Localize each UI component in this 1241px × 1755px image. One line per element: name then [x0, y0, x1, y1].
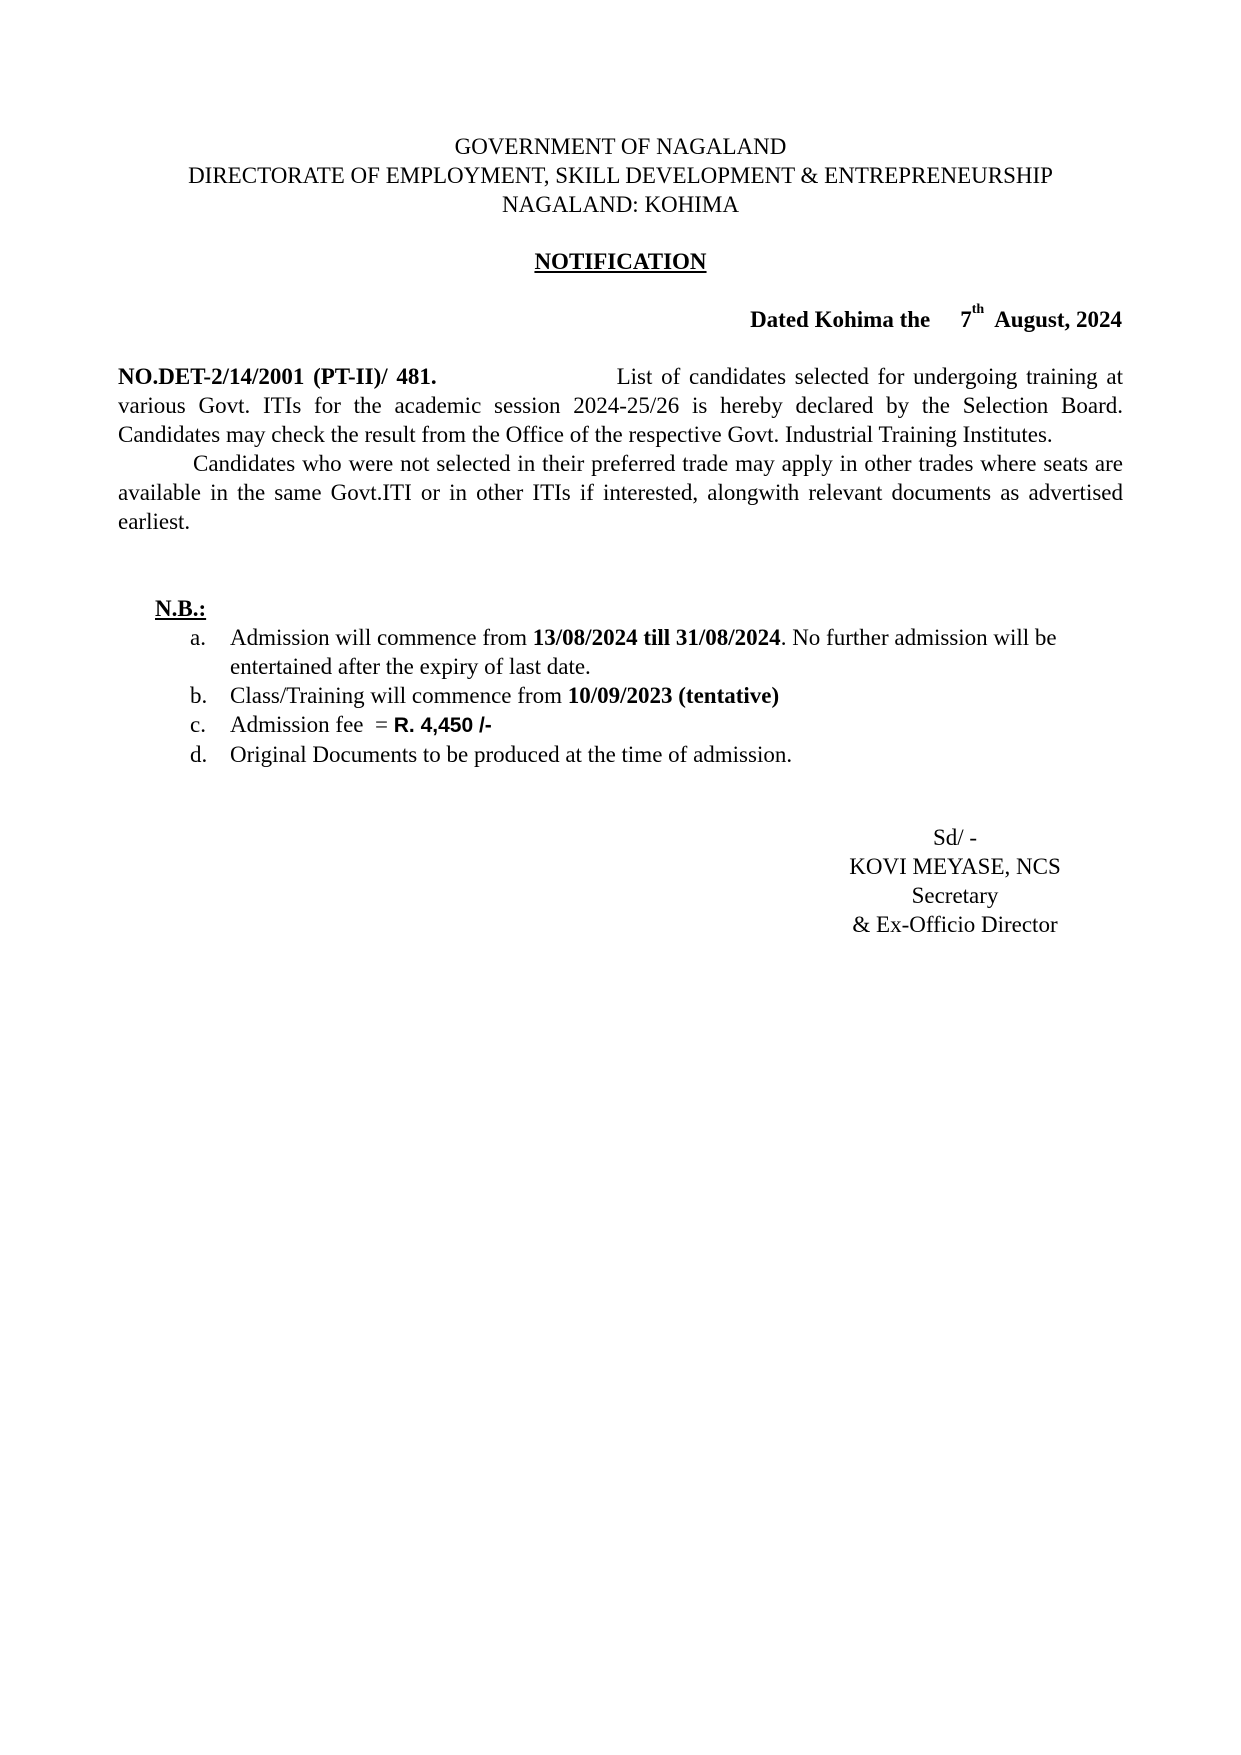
document-title: [0, 247, 1241, 276]
nb-item-pre: Original Documents to be produced at the time of admission.: [230, 742, 793, 767]
nb-item-letter: d.: [190, 742, 208, 767]
dateline-month-year: August, 2024: [994, 307, 1122, 332]
nb-heading: N.B.:: [155, 596, 207, 621]
paragraph-1: [118, 362, 1123, 449]
notification-body: [118, 362, 1123, 536]
nb-item-b: [190, 681, 1123, 710]
nb-item-letter: b.: [190, 683, 208, 708]
nb-item-text: [230, 623, 1123, 681]
nb-item-text: [230, 710, 1123, 740]
document-title-text: NOTIFICATION: [534, 249, 707, 274]
paragraph-1-text: List of candidates selected for undergoing training at various Govt. ITIs for the academic session 2024-25/26 is hereby declared by the Selection Board. Candidates may check the result from the Office of the respective Govt. Industrial Training Institutes.: [118, 364, 1123, 447]
nb-item-letter: a.: [190, 625, 206, 650]
letterhead-location: NAGALAND: KOHIMA: [501, 192, 739, 217]
letterhead: [0, 132, 1241, 219]
nb-list: [190, 623, 1123, 769]
signatory-name: KOVI MEYASE, NCS: [849, 854, 1061, 879]
nb-item-c: [190, 710, 1123, 740]
signatory-designation: Secretary: [911, 883, 999, 908]
nb-item-letter: c.: [190, 712, 206, 737]
dateline-prefix: Dated Kohima the: [750, 307, 931, 332]
dateline: [750, 302, 1122, 334]
nb-item-pre: Class/Training will commence from: [230, 683, 568, 708]
nb-item-d: [190, 740, 1123, 769]
paragraph-2: Candidates who were not selected in their preferred trade may apply in other trades where seats are available in the same Govt.ITI or in other ITIs if interested, alongwith relevant documents as advertised earliest.: [118, 451, 1123, 534]
signatory-office: & Ex-Officio Director: [852, 912, 1058, 937]
dateline-day: 7: [960, 307, 972, 332]
reference-number: NO.DET-2/14/2001 (PT-II)/ 481.: [118, 364, 437, 389]
nb-item-pre: Admission fee =: [230, 712, 394, 737]
admission-fee-amount: R. 4,450 /-: [393, 714, 492, 737]
signature-sd: Sd/ -: [932, 825, 978, 850]
letterhead-government: GOVERNMENT OF NAGALAND: [454, 134, 787, 159]
letterhead-directorate: DIRECTORATE OF EMPLOYMENT, SKILL DEVELOPMENT & ENTREPRENEURSHIP: [188, 163, 1053, 188]
nb-item-post: . No further admission will be entertained after the expiry of last date.: [230, 625, 1057, 679]
signature-block: [790, 823, 1120, 939]
nb-item-pre: Admission will commence from: [230, 625, 533, 650]
nb-item-text: [230, 740, 1123, 769]
nb-item-bold: 10/09/2023 (tentative): [567, 683, 780, 708]
nb-item-bold: 13/08/2024 till 31/08/2024: [532, 625, 781, 650]
nb-item-a: [190, 623, 1123, 681]
dateline-day-suffix: th: [971, 302, 985, 317]
nb-item-text: [230, 681, 1123, 710]
